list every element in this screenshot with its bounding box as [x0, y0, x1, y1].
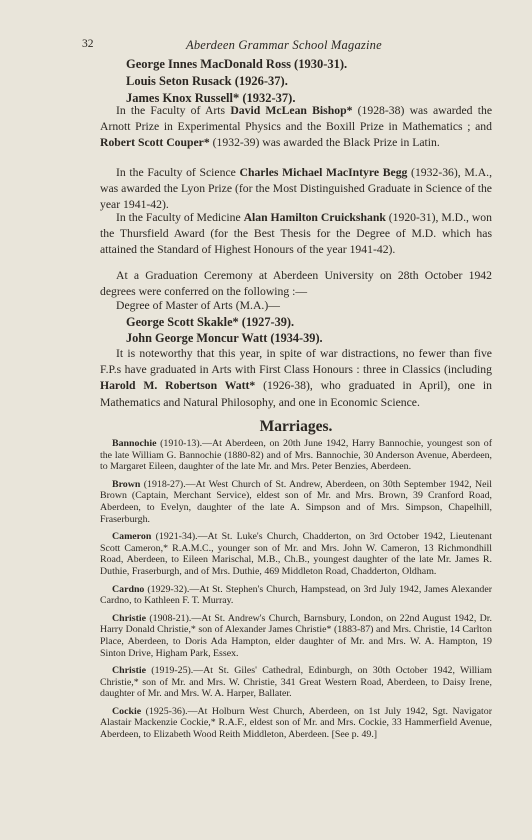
noteworthy-paragraph: It is noteworthy that this year, in spite of war distractions, no fewer than five F.P.s have graduated in Arts with First Class Honours : three in Classics (including Harold M. Robertson Watt* (1926-38), who graduated in April), one in Mathematics and Natural Philosophy, and one in Economic Science. [100, 347, 492, 409]
page-header [82, 38, 472, 54]
marriage-entry: Bannochie (1910-13).—At Aberdeen, on 20th June 1942, Harry Bannochie, youngest son of the late William G. Bannochie (1880-82) and of Mrs. Bannochie, 30 Anderson Avenue, Aberdeen, to Margaret Eileen, daughter of the late Mr. and Mrs. Peter Benzies, Aberdeen. [100, 438, 492, 473]
marriages-list [100, 438, 492, 747]
graduation-paragraph: At a Graduation Ceremony at Aberdeen University on 28th October 1942 degrees were conferred on the following :— [100, 269, 492, 299]
marriage-entry: Cockie (1925-36).—At Holburn West Church, Aberdeen, on 1st July 1942, Sgt. Navigator Alastair Mackenzie Cockie,* R.A.F., eldest son of Mr. and Mrs. Cockie, 33 Hammerfield Avenue, Aberdeen, to Elizabeth Wood Reith Middleton, Aberdeen. [See p. 49.] [100, 705, 492, 741]
marriage-entry: Christie (1919-25).—At St. Giles' Cathedral, Edinburgh, on 30th October 1942, William Christie,* son of Mr. and Mrs. W. Christie, 341 Great Western Road, Aberdeen, to Daisy Irene, daughter of Mr. and Mrs. W. A. Harper, Ballater. [100, 665, 492, 700]
degree-list [100, 298, 492, 347]
prize-winner-name: David McLean Bishop* [230, 104, 353, 117]
marriage-entry: Cameron (1921-34).—At St. Luke's Church, Chadderton, on 3rd October 1942, Lieutenant Scott Cameron,* R.A.M.C., younger son of Mr. and Mrs. John W. Cameron, 13 Richmondhill Road, Aberdeen, to Eileen Marischal, M.B., Ch.B., youngest daughter of the late Mr. James R. Duthie, Fraserburgh, and of Mrs. Duthie, 469 Middleton Road, Chadderton, Oldham. [100, 531, 492, 577]
graduate-name: John George Moncur Watt (1934-39). [126, 331, 323, 346]
arts-faculty-paragraph: In the Faculty of Arts David McLean Bishop* (1928-38) was awarded the Arnott Prize in Experimental Physics and the Boxill Prize in Mathematics ; and Robert Scott Couper* (1932-39) was awarded the Black Prize in Latin. [100, 104, 493, 150]
graduate-names-list [100, 56, 492, 107]
marriage-entry: Christie (1908-21).—At St. Andrew's Church, Barnsbury, London, on 22nd August 1942, Dr. Harry Donald Christie,* son of Alexander James Christie* (1883-87) and Mrs. Christie, 14 Carlton Place, Aberdeen, to Doris Ada Hampton, elder daughter of Mr. and Mrs. W. A. Hampton, 19 Sinton Drive, Higham Park, Essex. [100, 612, 492, 659]
graduate-name: Harold M. Robertson Watt* [100, 379, 256, 393]
graduate-name: James Knox Russell* (1932-37). [126, 91, 296, 105]
running-title: Aberdeen Grammar School Magazine [186, 38, 382, 52]
prize-winner-name: Robert Scott Couper* [100, 136, 210, 150]
marriage-entry: Brown (1918-27).—At West Church of St. Andrew, Aberdeen, on 30th September 1942, Neil Brown (Captain, Merchant Service), eldest son of Mr. and Mrs. Brown, 39 Cranford Road, Aberdeen, to Evelyn, daughter of the late A. Simpson and of Mrs. Simpson, Chapelhill, Fraserburgh. [100, 478, 492, 525]
graduate-name: Louis Seton Rusack (1926-37). [126, 74, 288, 88]
marriage-entry: Cardno (1929-32).—At St. Stephen's Church, Hampstead, on 3rd July 1942, James Alexander Cardno, to Kathleen F. T. Murray. [100, 583, 492, 607]
graduate-name: George Innes MacDonald Ross (1930-31). [126, 57, 348, 71]
page-number: 32 [82, 38, 94, 50]
graduate-name: George Scott Skakle* (1927-39). [126, 315, 295, 330]
prize-winner-name: Charles Michael MacIntyre Begg [239, 166, 408, 179]
marriages-heading: Marriages. [259, 418, 333, 435]
medicine-faculty-paragraph: In the Faculty of Medicine Alan Hamilton Cruickshank (1920-31), M.D., won the Thursfield Award (for the Best Thesis for the Degree of M.D. which has attained the Standard of Highest Honours of the year 1941-42). [100, 211, 492, 257]
prize-winner-name: Alan Hamilton Cruickshank [243, 211, 386, 224]
degree-label: Degree of Master of Arts (M.A.)— [116, 299, 280, 312]
science-faculty-paragraph: In the Faculty of Science Charles Michael MacIntyre Begg (1932-36), M.A., was awarded the Lyon Prize (for the Most Distinguished Graduate in Science of the year 1941-42). [100, 166, 492, 212]
